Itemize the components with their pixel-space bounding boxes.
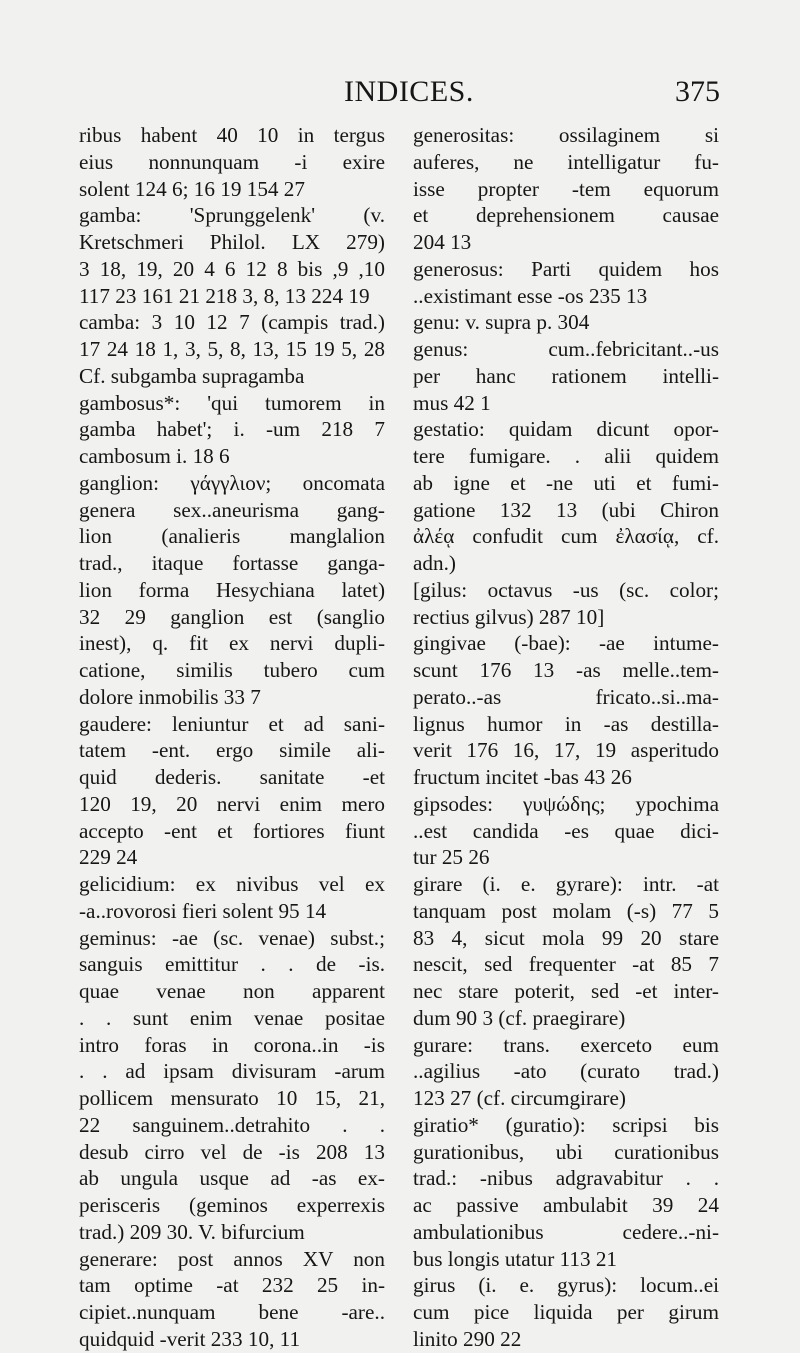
index-line: giratio* (guratio): scripsi bis: [413, 1112, 719, 1137]
index-line: ab ungula usque ad -as ex-: [79, 1166, 385, 1191]
index-column-right: [413, 122, 719, 1353]
index-column-left: [79, 122, 385, 1353]
index-line: pollicem mensurato 10 15, 21,: [79, 1086, 385, 1110]
index-line: tatem -ent. ergo simile ali-: [79, 738, 385, 763]
index-line: fructum incitet -bas 43 26: [413, 765, 632, 789]
index-line: eius nonnunquam -i exire: [79, 149, 385, 174]
index-line: dum 90 3 (cf. praegirare): [413, 1005, 626, 1030]
index-line: quid dederis. sanitate -et: [79, 765, 385, 789]
index-line: adn.): [413, 551, 456, 575]
index-line: trad.: -nibus adgravabitur . .: [413, 1166, 719, 1191]
index-line: rectius gilvus) 287 10]: [413, 604, 605, 629]
index-line: ..est candida -es quae dici-: [413, 818, 719, 843]
index-line: verit 176 16, 17, 19 asperitudo: [413, 738, 719, 763]
index-line: ganglion: γάγγλιον; oncomata: [79, 470, 385, 495]
index-line: camba: 3 10 12 7 (campis trad.): [79, 310, 385, 335]
index-line: ἀλέᾳ confudit cum ἐλασίᾳ, cf.: [413, 524, 719, 549]
index-line: . . sunt enim venae positae: [79, 1005, 385, 1030]
index-line: 229 24: [79, 845, 138, 870]
index-line: gelicidium: ex nivibus vel ex: [79, 872, 385, 896]
index-line: geminus: -ae (sc. venae) subst.;: [79, 925, 385, 950]
index-line: perisceris (geminos experrexis: [79, 1193, 385, 1217]
index-line: solent 124 6; 16 19 154 27: [79, 176, 305, 201]
index-line: intro foras in corona..in -is: [79, 1032, 385, 1057]
index-line: scunt 176 13 -as melle..tem-: [413, 658, 719, 682]
index-line: 120 19, 20 nervi enim mero: [79, 791, 385, 816]
index-line: . . ad ipsam divisuram -arum: [79, 1059, 385, 1084]
index-line: gurationibus, ubi curationibus: [413, 1139, 719, 1164]
index-line: quidquid -verit 233 10, 11: [79, 1326, 301, 1351]
index-line: desub cirro vel de -is 208 13: [79, 1139, 385, 1164]
index-line: gipsodes: γυψώδης; ypochima: [413, 791, 719, 816]
index-line: lignus humor in -as destilla-: [413, 711, 719, 736]
index-line: lion forma Hesychiana latet): [79, 577, 385, 602]
index-line: ambulationibus cedere..-ni-: [413, 1219, 719, 1244]
index-line: 123 27 (cf. circumgirare): [413, 1086, 626, 1110]
index-line: nescit, sed frequenter -at 85 7: [413, 952, 719, 977]
index-line: ac passive ambulabit 39 24: [413, 1193, 719, 1217]
index-line: generositas: ossilaginem si: [413, 123, 719, 147]
index-line: per hanc rationem intelli-: [413, 363, 719, 388]
index-line: cipiet..nunquam bene -are..: [79, 1300, 385, 1324]
index-line: genus: cum..febricitant..-us: [413, 337, 719, 361]
index-line: generare: post annos XV non: [79, 1246, 385, 1271]
index-line: linito 290 22: [413, 1326, 522, 1351]
index-line: lion (analieris manglalion: [79, 524, 385, 549]
index-line: gaudere: leniuntur et ad sani-: [79, 711, 385, 736]
index-line: generosus: Parti quidem hos: [413, 256, 719, 281]
index-line: genu: v. supra p. 304: [413, 310, 590, 335]
index-line: perato..-as fricato..si..ma-: [413, 684, 719, 709]
index-line: gamba habet'; i. -um 218 7: [79, 417, 385, 442]
index-line: trad., itaque fortasse ganga-: [79, 551, 385, 575]
index-line: trad.) 209 30. V. bifurcium: [79, 1219, 305, 1244]
index-line: [gilus: octavus -us (sc. color;: [413, 577, 719, 602]
index-line: cum pice liquida per girum: [413, 1300, 719, 1324]
index-line: 117 23 161 21 218 3, 8, 13 224 19: [79, 283, 370, 308]
index-line: genera sex..aneurisma gang-: [79, 497, 385, 522]
index-line: ..existimant esse -os 235 13: [413, 283, 648, 308]
index-line: accepto -ent et fortiores fiunt: [79, 818, 385, 843]
index-line: 32 29 ganglion est (sanglio: [79, 604, 385, 629]
index-line: ribus habent 40 10 in tergus: [79, 123, 385, 147]
index-line: cambosum i. 18 6: [79, 444, 230, 468]
index-line: Kretschmeri Philol. LX 279): [79, 230, 385, 254]
index-line: gamba: 'Sprunggelenk' (v.: [79, 203, 385, 228]
index-line: -a..rovorosi fieri solent 95 14: [79, 898, 327, 923]
index-line: nec stare poterit, sed -et inter-: [413, 979, 719, 1003]
index-line: sanguis emittitur . . de -is.: [79, 952, 385, 977]
index-line: auferes, ne intelligatur fu-: [413, 149, 719, 174]
index-line: 204 13: [413, 230, 472, 254]
index-line: 22 sanguinem..detrahito . .: [79, 1112, 385, 1137]
index-line: tur 25 26: [413, 845, 490, 870]
index-line: gatione 132 13 (ubi Chiron: [413, 497, 719, 522]
index-line: dolore inmobilis 33 7: [79, 684, 261, 709]
index-line: tere fumigare. . alii quidem: [413, 444, 719, 468]
index-line: et deprehensionem causae: [413, 203, 719, 228]
index-line: ab igne et -ne uti et fumi-: [413, 470, 719, 495]
index-line: girare (i. e. gyrare): intr. -at: [413, 872, 719, 896]
index-line: inest), q. fit ex nervi dupli-: [79, 631, 385, 656]
index-line: ..agilius -ato (curato trad.): [413, 1059, 719, 1084]
index-line: gestatio: quidam dicunt opor-: [413, 417, 719, 442]
page-number: 375: [675, 75, 720, 108]
running-title: INDICES.: [344, 75, 474, 108]
index-line: tam optime -at 232 25 in-: [79, 1273, 385, 1298]
index-line: Cf. subgamba supragamba: [79, 363, 305, 388]
index-line: 83 4, sicut mola 99 20 stare: [413, 925, 719, 950]
index-line: quae venae non apparent: [79, 979, 385, 1003]
index-line: catione, similis tubero cum: [79, 658, 385, 682]
index-line: girus (i. e. gyrus): locum..ei: [413, 1273, 719, 1298]
index-line: mus 42 1: [413, 390, 491, 415]
index-line: gingivae (-bae): -ae intume-: [413, 631, 719, 656]
index-line: 3 18, 19, 20 4 6 12 8 bis ,9 ,10: [79, 256, 385, 281]
index-line: isse propter -tem equorum: [413, 176, 719, 201]
index-line: gurare: trans. exerceto eum: [413, 1032, 719, 1057]
index-line: bus longis utatur 113 21: [413, 1246, 618, 1271]
index-line: gambosus*: 'qui tumorem in: [79, 390, 385, 415]
index-line: 17 24 18 1, 3, 5, 8, 13, 15 19 5, 28: [79, 337, 385, 361]
index-line: tanquam post molam (-s) 77 5: [413, 898, 719, 923]
